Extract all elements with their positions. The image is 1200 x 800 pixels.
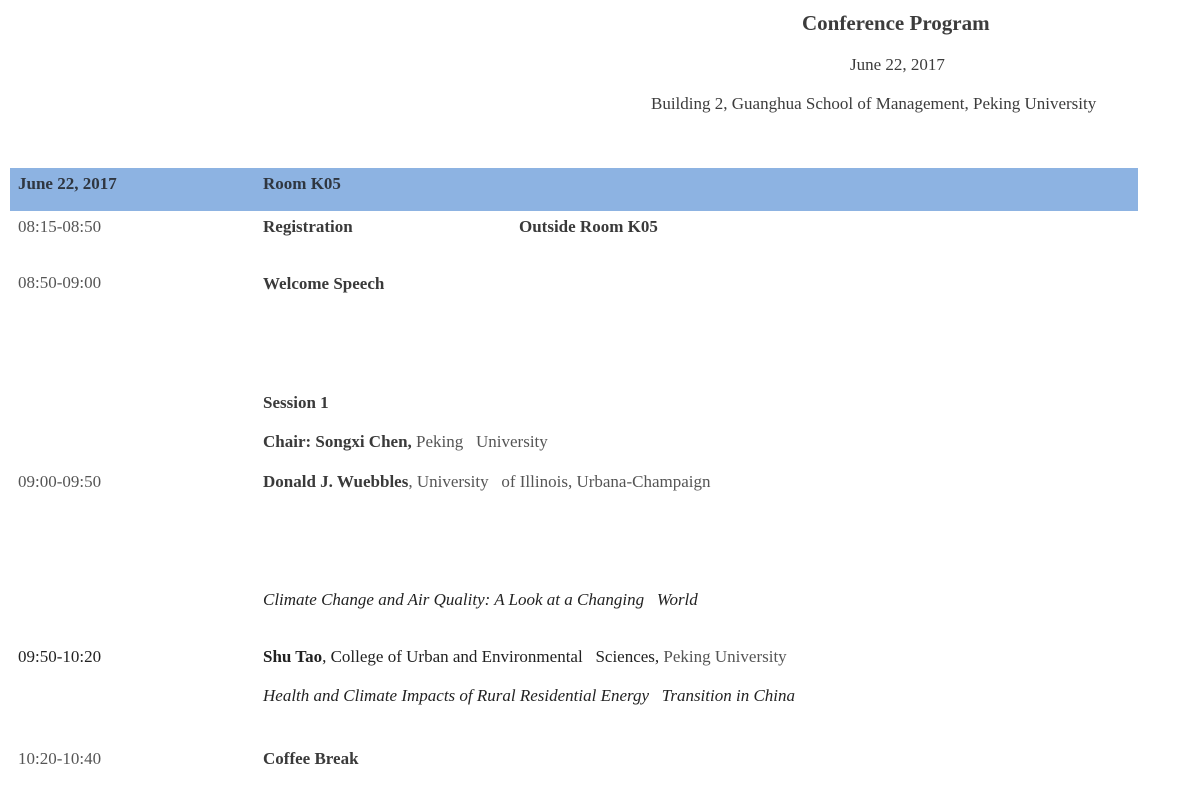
talk2-title: Health and Climate Impacts of Rural Residential Energy Transition in China [263,686,796,705]
talk1-speaker-line [263,472,711,492]
coffee-title: Coffee Break [263,749,359,768]
program-venue: Building 2, Guanghua School of Management, Peking University [651,94,1097,113]
talk2-university: Peking University [659,647,787,666]
coffee-time: 10:20-10:40 [18,749,102,768]
talk2-time: 09:50-10:20 [18,647,102,666]
talk2-speaker: Shu Tao [263,647,323,666]
talk1-affiliation: , University of Illinois, Urbana-Champaign [408,472,711,491]
talk1-speaker: Donald J. Wuebbles [263,472,409,491]
talk1-time: 09:00-09:50 [18,472,102,491]
talk2-affiliation: , College of Urban and Environmental Sciences, [322,647,660,666]
schedule-table-header [10,168,1138,211]
welcome-time: 08:50-09:00 [18,273,102,292]
session-title: Session 1 [263,393,329,412]
chair-name: Chair: Songxi Chen, [263,432,412,451]
program-title: Conference Program [802,11,990,35]
registration-location: Outside Room K05 [519,217,658,236]
table-header-date: June 22, 2017 [18,174,117,193]
table-header-room: Room K05 [263,174,341,193]
chair-affiliation: Peking University [411,432,548,451]
welcome-title: Welcome Speech [263,274,385,293]
talk1-title: Climate Change and Air Quality: A Look at a Changing World [263,590,698,609]
session-chair [263,432,548,452]
talk2-speaker-line [263,647,787,667]
registration-time: 08:15-08:50 [18,217,102,236]
registration-title: Registration [263,217,353,236]
program-date: June 22, 2017 [850,55,945,74]
